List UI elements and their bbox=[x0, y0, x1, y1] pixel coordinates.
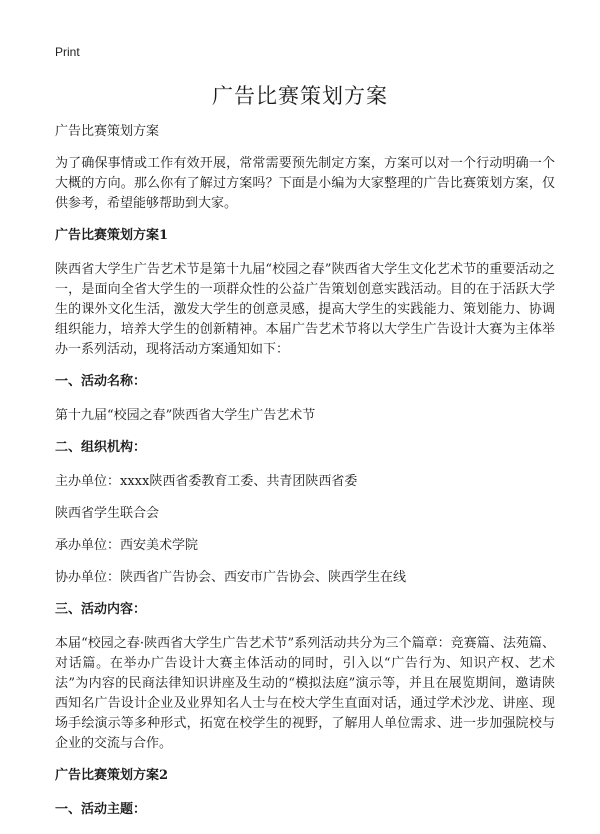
organizer-text: 承办单位：西安美术学院 bbox=[55, 538, 199, 553]
host-extra-text: 陕西省学生联合会 bbox=[55, 506, 160, 521]
document-title: 广告比赛策划方案 bbox=[212, 84, 388, 108]
print-link[interactable]: Print bbox=[55, 45, 80, 59]
section1-intro-paragraph: 陕西省大学生广告艺术节是第十九届“校园之春”陕西省大学生文化艺术节的重要活动之一，是面向全省大学生的一项群众性的公益广告策划创意实践活动。目的在于活跃大学生的课外文化生活，激发大学生的创意灵感，提高大学生的实践能力、策划能力、协调组织能力，培养大学生的创新精神。本届广告艺术节将以大学生广告设计大赛为主体举办一系列活动，现将活动方案通知如下： bbox=[55, 262, 555, 357]
document-body bbox=[55, 122, 555, 834]
section2-heading: 广告比赛策划方案2 bbox=[55, 768, 169, 783]
activity-content-paragraph: 本届“校园之春·陕西省大学生广告艺术节”系列活动共分为三个篇章：竞赛篇、法苑篇、对话篇。在举办广告设计大赛主体活动的同时，引入以“广告行为、知识产权、艺术法”为内容的民商法律知识讲座及生动的“模拟法庭”演示等，并且在展览期间，邀请陕西知名广告设计企业及业界知名人士与在校大学生直面对话，通过学术沙龙、讲座、现场手绘演示等多种形式，拓宽在校学生的视野，了解用人单位需求、进一步加强院校与企业的交流与合作。 bbox=[55, 636, 555, 751]
activity-content-heading: 三、活动内容： bbox=[55, 602, 147, 617]
intro-paragraph: 为了确保事情或工作有效开展，常常需要预先制定方案，方案可以对一个行动明确一个大概的方向。那么你有了解过方案吗？下面是小编为大家整理的广告比赛策划方案，仅供参考，希望能够帮助到大家。 bbox=[55, 156, 555, 211]
activity-name-heading: 一、活动名称： bbox=[55, 374, 147, 389]
section1-heading: 广告比赛策划方案1 bbox=[55, 228, 169, 243]
co-organizer-text: 协办单位：陕西省广告协会、西安市广告协会、陕西学生在线 bbox=[55, 570, 407, 585]
activity-theme-heading: 一、活动主题： bbox=[55, 802, 147, 817]
host-text: 主办单位：xxxx陕西省委教育工委、共青团陕西省委 bbox=[55, 474, 358, 489]
document-subtitle: 广告比赛策划方案 bbox=[55, 124, 160, 139]
organization-heading: 二、组织机构： bbox=[55, 440, 147, 455]
activity-name-text: 第十九届“校园之春”陕西省大学生广告艺术节 bbox=[55, 408, 316, 423]
